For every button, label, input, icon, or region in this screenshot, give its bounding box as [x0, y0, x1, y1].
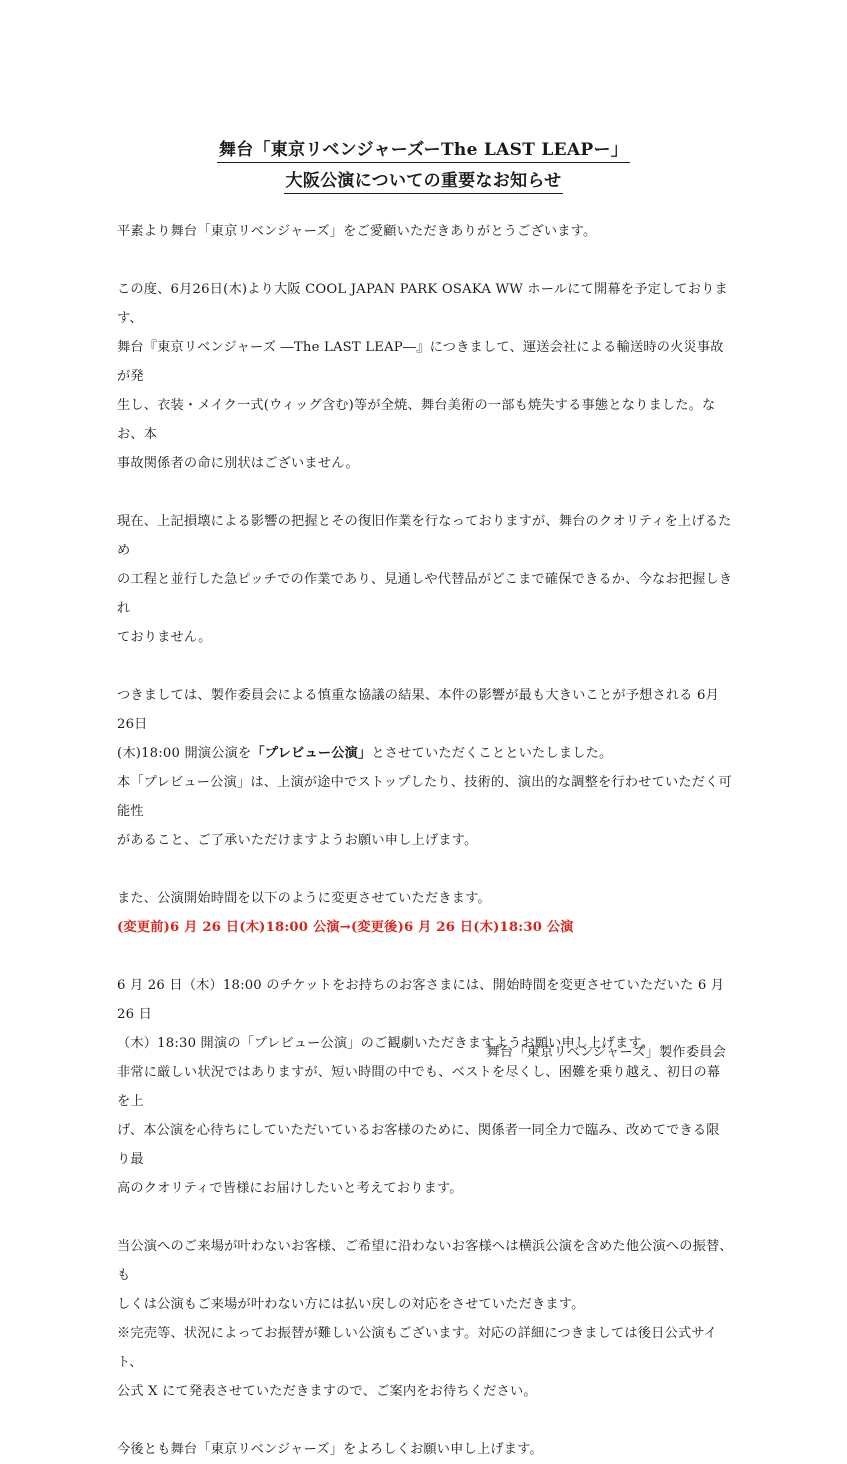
status-line: ておりません。	[117, 630, 212, 645]
time-change-highlight: (変更前)6 月 26 日(木)18:00 公演→(変更後)6 月 26 日(木)18:30 公演	[117, 920, 574, 935]
incident-paragraph	[117, 275, 733, 478]
preview-line: 本「プレビュー公演」は、上演が途中でストップしたり、技術的、演出的な調整を行わせていただく可能性	[117, 775, 732, 819]
status-line: 現在、上記損壊による影響の把握とその復旧作業を行なっておりますが、舞台のクオリティを上げるため	[117, 514, 732, 558]
incident-line: 舞台『東京リベンジャーズ ―The LAST LEAP―』につきまして、運送会社による輸送時の火災事故が発	[117, 340, 724, 384]
status-paragraph	[117, 507, 733, 652]
closing-paragraph: 今後とも舞台「東京リベンジャーズ」をよろしくお願い申し上げます。	[117, 1442, 543, 1457]
refund-line: 公式 X にて発表させていただきますので、ご案内をお待ちください。	[117, 1384, 537, 1399]
ticket-line: 6 月 26 日（木）18:00 のチケットをお持ちのお客さまには、開始時間を変更させていただいた 6 月 26 日	[117, 978, 725, 1022]
ticket-line: 非常に厳しい状況ではありますが、短い時間の中でも、ベストを尽くし、困難を乗り越え、初日の幕を上	[117, 1065, 721, 1109]
preview-emphasis: 「プレビュー公演」	[251, 746, 372, 761]
greeting-paragraph: 平素より舞台「東京リベンジャーズ」をご愛顧いただきありがとうございます。	[117, 224, 597, 239]
preview-line: つきましては、製作委員会による慎重な協議の結果、本件の影響が最も大きいことが予想される 6月26日	[117, 688, 720, 732]
title-line-1: 舞台「東京リベンジャーズーThe LAST LEAPー」	[217, 139, 630, 163]
incident-line: 生し、衣装・メイク一式(ウィッグ含む)等が全焼、舞台美術の一部も焼失する事態となりました。なお、本	[117, 398, 716, 442]
preview-text: とさせていただくことといたしました。	[371, 746, 613, 761]
refund-paragraph	[117, 1232, 733, 1406]
refund-line: しくは公演もご来場が叶わない方には払い戻しの対応をさせていただきます。	[117, 1297, 585, 1312]
refund-line: ※完売等、状況によってお振替が難しい公演もございます。対応の詳細につきましては後日公式サイト、	[117, 1326, 718, 1370]
preview-line	[117, 739, 733, 768]
ticket-paragraph	[117, 971, 733, 1203]
incident-line: 事故関係者の命に別状はございません。	[117, 456, 359, 471]
signature: 舞台「東京リベンジャーズ」製作委員会	[486, 1045, 726, 1060]
status-line: の工程と並行した急ピッチでの作業であり、見通しや代替品がどこまで確保できるか、今なお把握しきれ	[117, 572, 733, 616]
refund-line: 当公演へのご来場が叶わないお客様、ご希望に沿わないお客様へは横浜公演を含めた他公演への振替、も	[117, 1239, 733, 1283]
ticket-line: げ、本公演を心待ちにしていただいているお客様のために、関係者一同全力で臨み、改めてできる限り最	[117, 1123, 720, 1167]
preview-text: (木)18:00 開演公演を	[117, 746, 252, 761]
title-line-2: 大阪公演についての重要なお知らせ	[284, 170, 564, 194]
ticket-line: （木）18:30 開演の「プレビュー公演」のご観劇いただきますようお願い申し上げます。	[117, 1036, 655, 1051]
document-title	[0, 139, 847, 201]
preview-line: があること、ご了承いただけますようお願い申し上げます。	[117, 833, 478, 848]
document-body	[117, 217, 733, 1464]
ticket-line: 高のクオリティで皆様にお届けしたいと考えております。	[117, 1181, 463, 1196]
incident-line: この度、6月26日(木)より大阪 COOL JAPAN PARK OSAKA WW ホールにて開幕を予定しております、	[117, 282, 728, 326]
preview-paragraph	[117, 681, 733, 855]
time-change-line: また、公演開始時間を以下のように変更させていただきます。	[117, 891, 491, 906]
time-change-paragraph	[117, 884, 733, 942]
